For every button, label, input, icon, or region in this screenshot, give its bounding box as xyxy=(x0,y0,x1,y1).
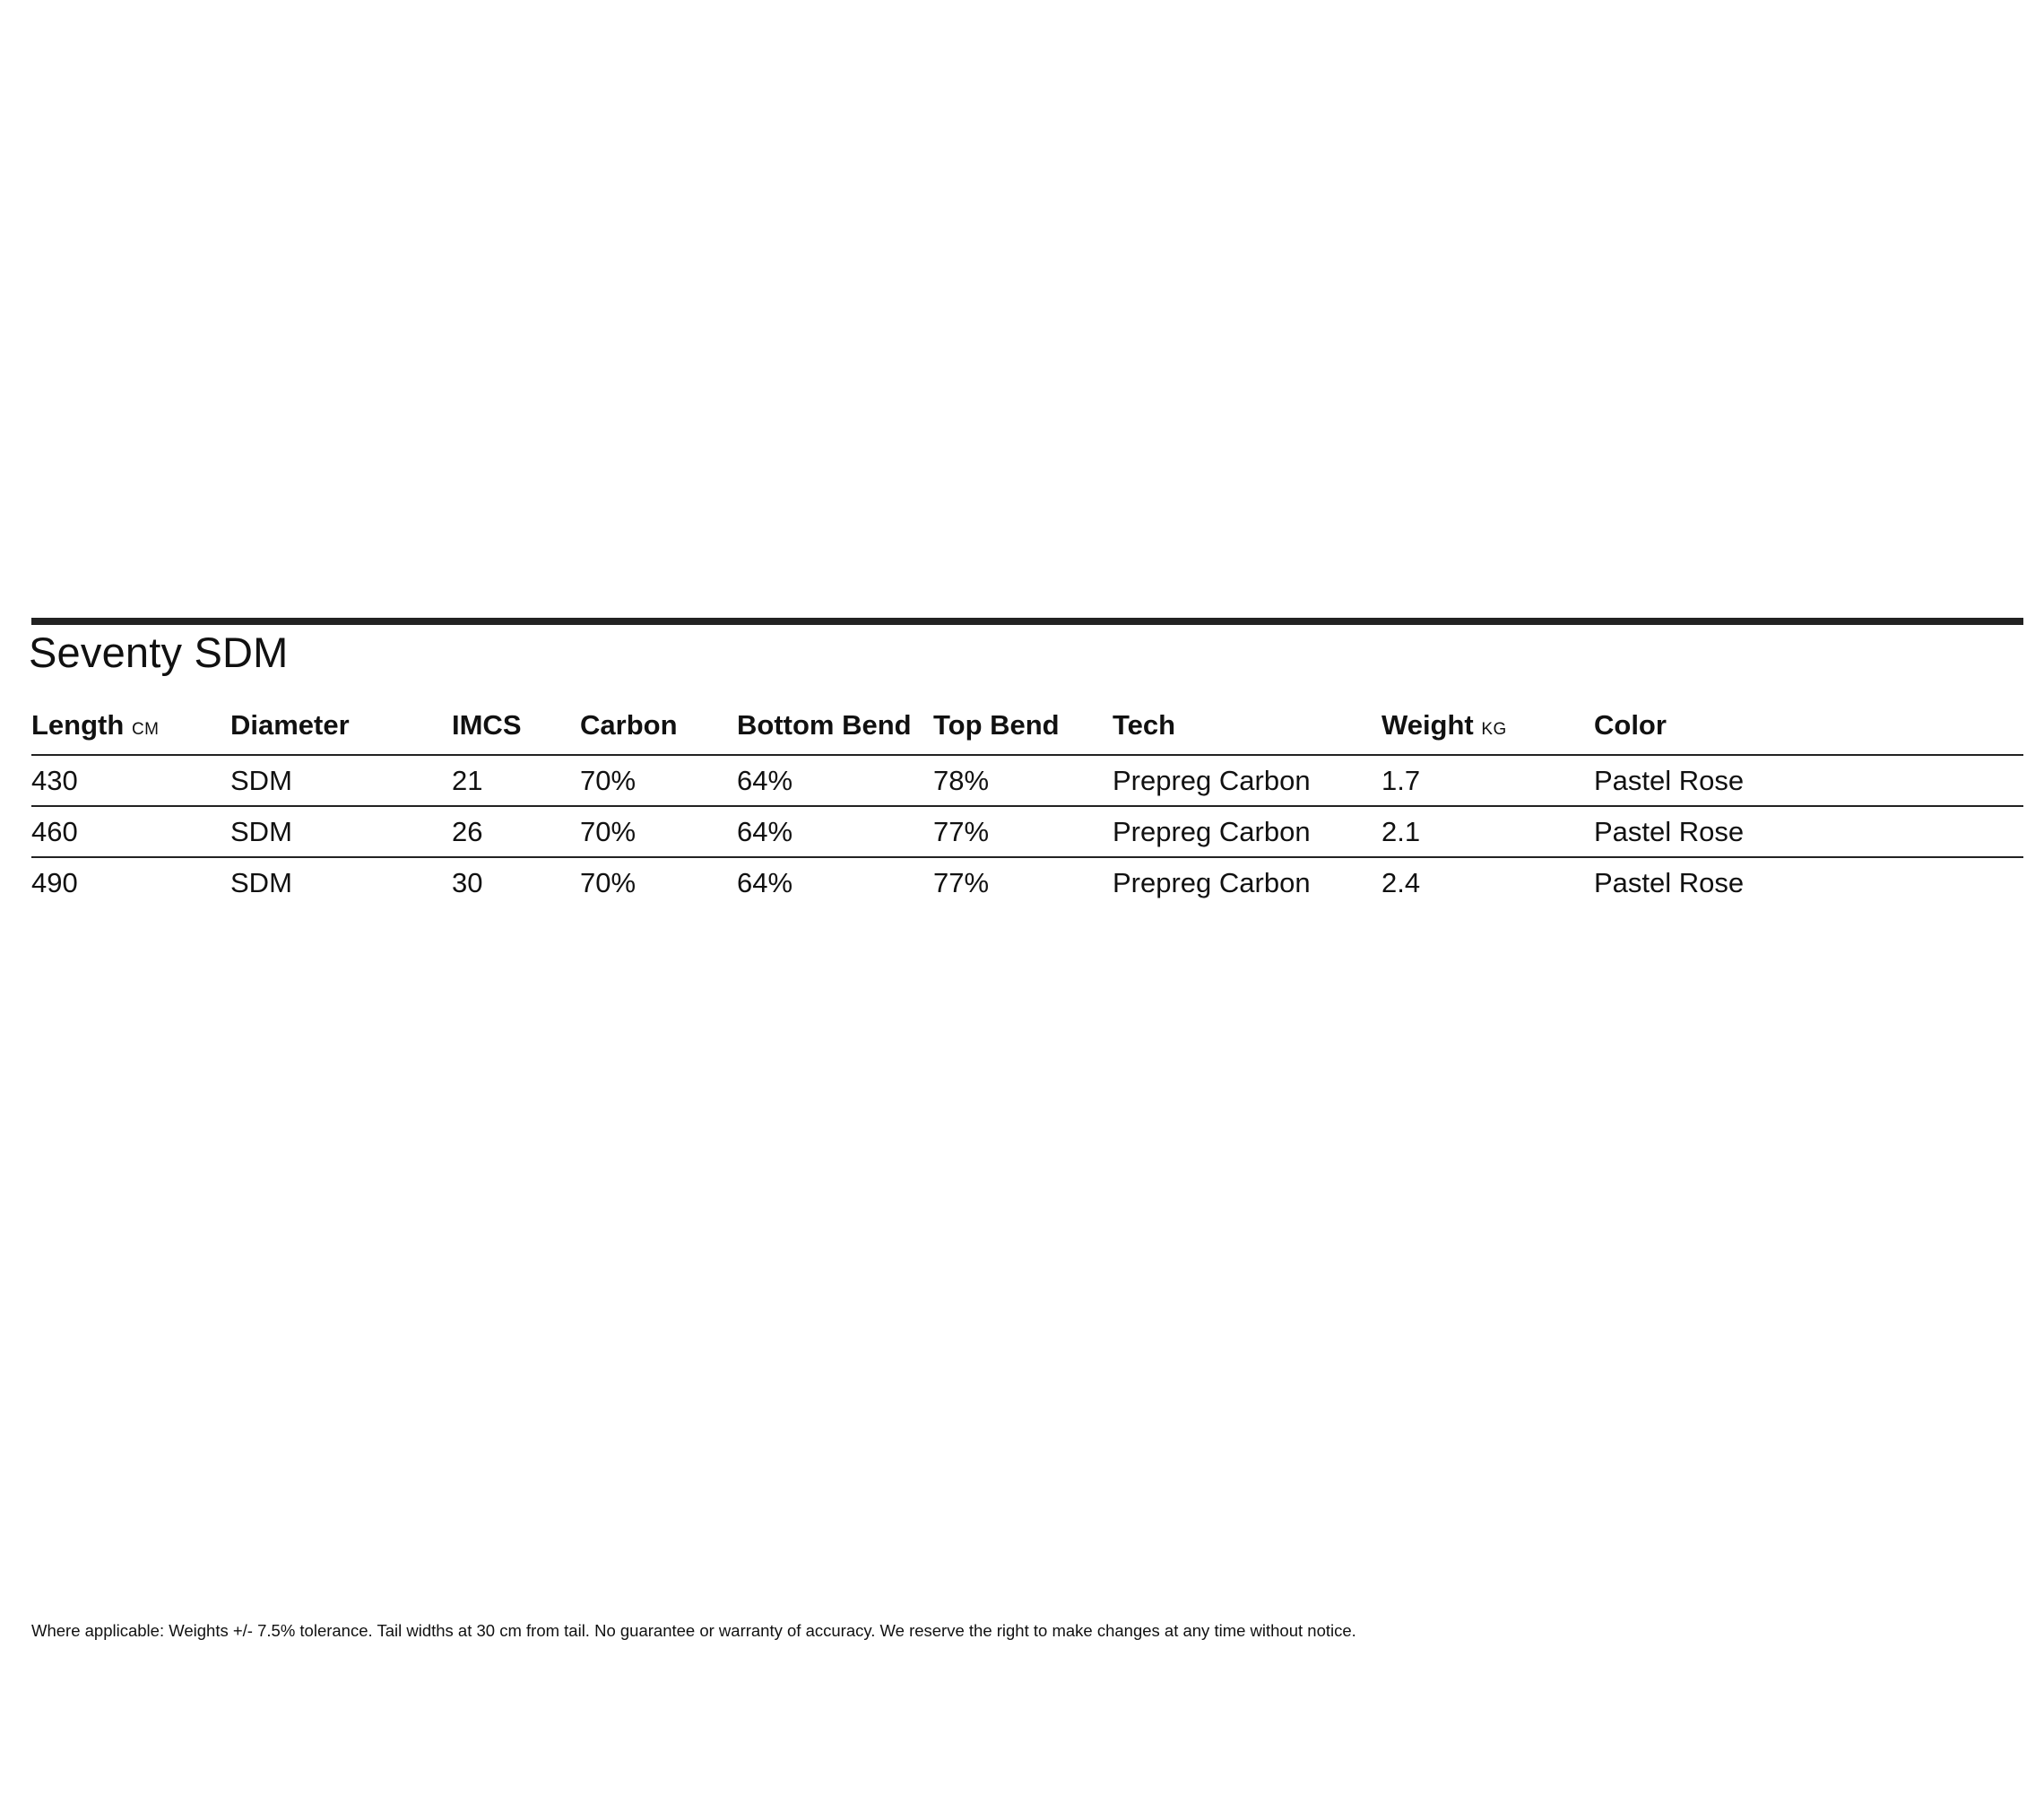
table-cell: 77% xyxy=(933,806,1113,857)
product-title: Seventy SDM xyxy=(29,629,289,676)
table-cell: 30 xyxy=(452,866,483,898)
column-unit: CM xyxy=(131,720,160,739)
table-cell: 26 xyxy=(452,806,580,857)
column-header-tech: Tech xyxy=(1113,692,1381,755)
table-cell: 460 xyxy=(31,806,230,857)
table-cell: 2.1 xyxy=(1381,806,1594,857)
table-cell: 490 xyxy=(31,866,78,898)
table-cell: 1.7 xyxy=(1381,755,1594,806)
spec-table xyxy=(31,692,2023,907)
table-row xyxy=(31,857,2023,907)
column-header-color: Color xyxy=(1594,692,2023,755)
table-cell: 430 xyxy=(31,755,230,806)
table-cell: 2.4 xyxy=(1381,866,1421,898)
table-cell: SDM xyxy=(230,806,452,857)
table-cell: Prepreg Carbon xyxy=(1113,806,1381,857)
column-header-imcs: IMCS xyxy=(452,692,580,755)
table-cell: 70% xyxy=(580,866,637,898)
column-header-bottom-bend: Bottom Bend xyxy=(737,692,933,755)
table-cell: Prepreg Carbon xyxy=(1113,755,1381,806)
table-cell: 64% xyxy=(737,866,793,898)
table-cell: Pastel Rose xyxy=(1594,755,2023,806)
table-cell: 64% xyxy=(737,806,933,857)
column-header-length: Length CM xyxy=(31,692,230,755)
top-divider xyxy=(31,618,2023,625)
column-header-diameter: Diameter xyxy=(230,692,452,755)
table-row xyxy=(31,806,2023,857)
table-cell: 64% xyxy=(737,755,933,806)
header-row xyxy=(31,692,2023,755)
table-cell: 78% xyxy=(933,755,1113,806)
column-header-carbon: Carbon xyxy=(580,692,737,755)
table-cell: SDM xyxy=(230,866,292,898)
table-row xyxy=(31,755,2023,806)
table-cell: Pastel Rose xyxy=(1594,866,1745,898)
table-cell: Pastel Rose xyxy=(1594,806,2023,857)
column-unit: KG xyxy=(1481,720,1507,739)
disclaimer-footnote: Where applicable: Weights +/- 7.5% tolerance. Tail widths at 30 cm from tail. No guarantee or warranty of accuracy. We reserve the right to make changes at any time without notice. xyxy=(31,1621,1356,1640)
table-cell: 70% xyxy=(580,755,737,806)
table-cell: 21 xyxy=(452,755,580,806)
table-cell: 70% xyxy=(580,806,737,857)
table-cell: SDM xyxy=(230,755,452,806)
column-header-weight: Weight KG xyxy=(1381,692,1594,755)
column-header-top-bend: Top Bend xyxy=(933,692,1113,755)
table-cell: Prepreg Carbon xyxy=(1113,866,1311,898)
table-cell: 77% xyxy=(933,866,990,898)
